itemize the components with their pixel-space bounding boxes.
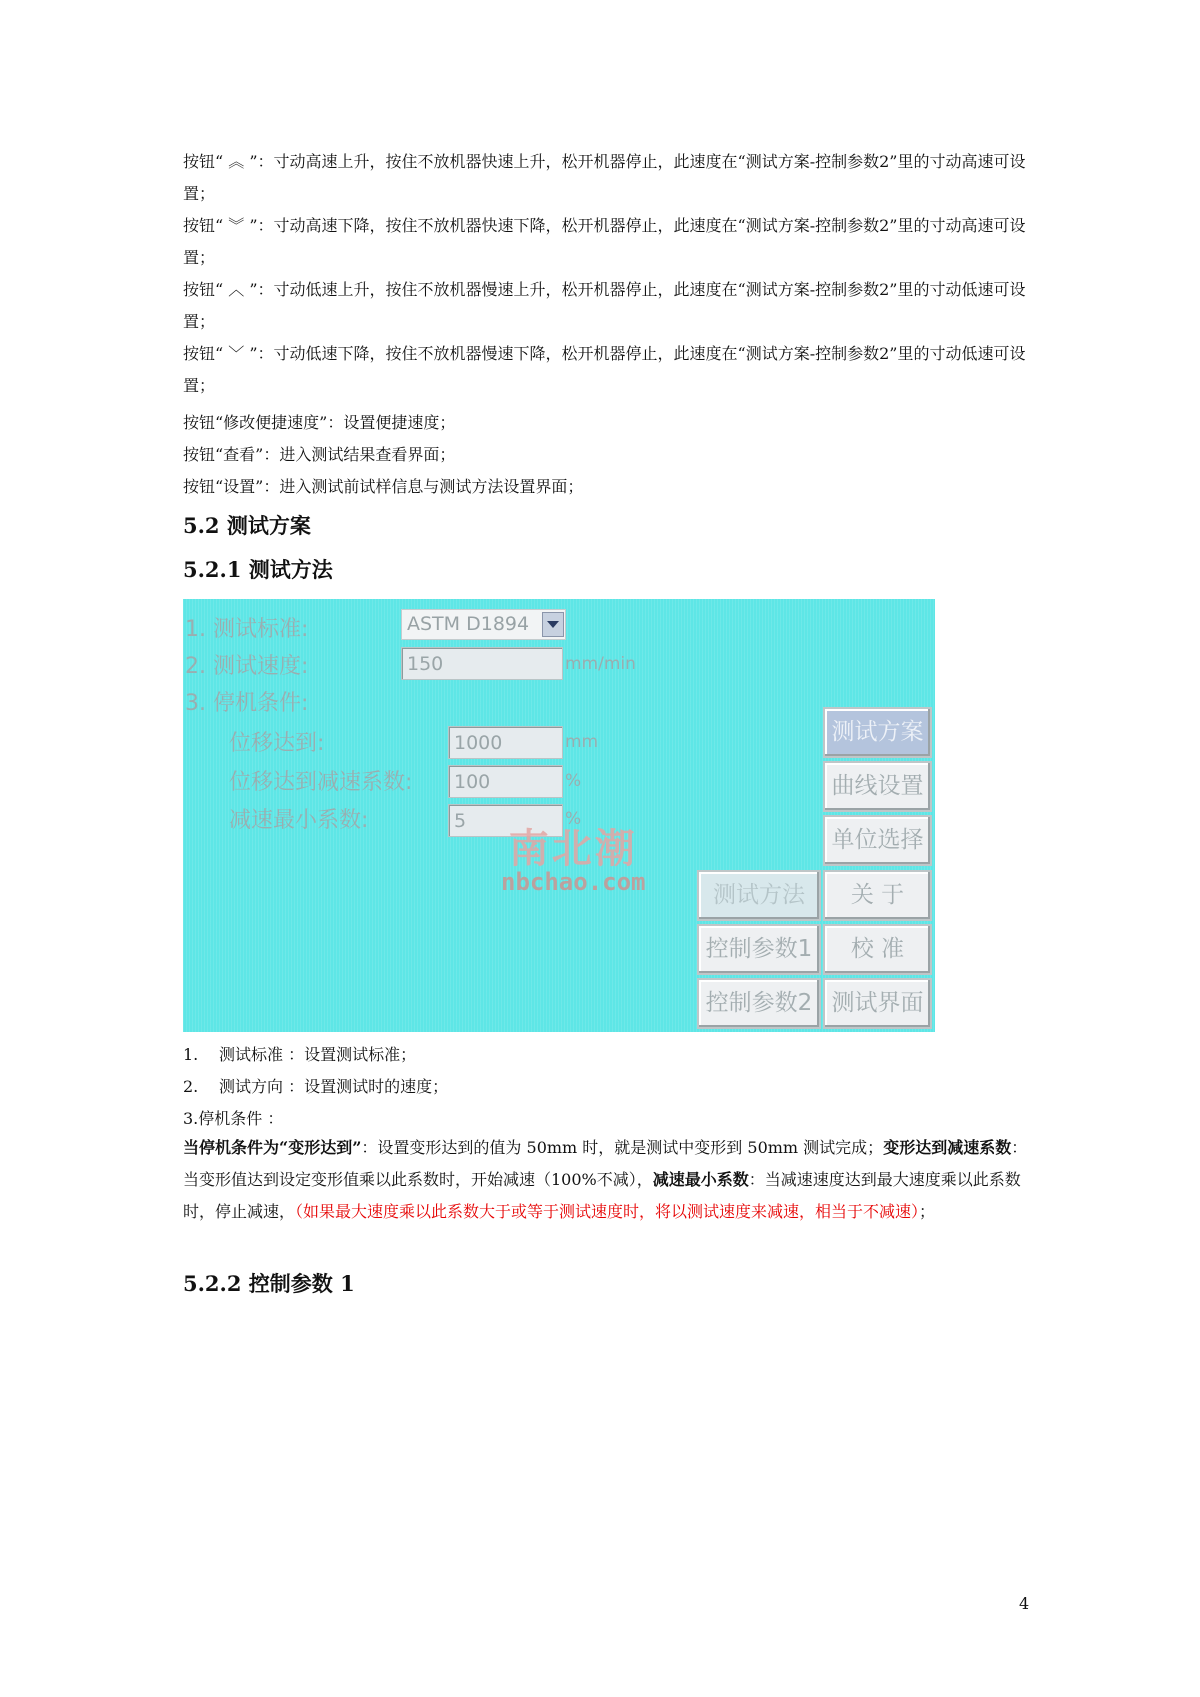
desc-slow-down: 按钮“ ﹀ ”：寸动低速下降，按住不放机器慢速下降，松开机器停止，此速度在“测试方案-控制参数2”里的寸动低速可设置； — [183, 344, 1026, 395]
test-speed-unit: mm/min — [565, 654, 636, 674]
min-decel-unit: % — [565, 809, 582, 829]
para-text-3: ：当减速速度达到最大速度乘以此系数时，停止减速， — [183, 1170, 1021, 1221]
desc-slow-up: 按钮“ ︿ ”：寸动低速上升，按住不放机器慢速上升，松开机器停止，此速度在“测试方案-控制参数2”里的寸动低速可设置； — [183, 280, 1026, 331]
btn-test-method[interactable]: 测试方法 — [697, 870, 821, 921]
para-bold-1: 当停机条件为“变形达到” — [183, 1138, 362, 1157]
label-test-standard: 1. 测试标准: — [185, 617, 309, 642]
label-test-speed: 2. 测试速度: — [185, 654, 309, 679]
label-min-decel: 减速最小系数: — [229, 808, 369, 833]
displacement-field[interactable]: 1000 — [448, 726, 563, 759]
list-item-1-text: 测试标准 ：设置测试标准； — [219, 1045, 417, 1064]
btn-about[interactable]: 关 于 — [823, 870, 932, 921]
para-text-1: ：设置变形达到的值为 50mm 时，就是测试中变形到 50mm 测试完成； — [361, 1138, 884, 1157]
decel-factor-field[interactable]: 100 — [448, 765, 563, 798]
para-bold-2: 变形达到减速系数 — [883, 1138, 1012, 1157]
desc-fast-down: 按钮“ ︾ ”：寸动高速下降，按住不放机器快速下降，松开机器停止，此速度在“测试方案-控制参数2”里的寸动高速可设置； — [183, 216, 1026, 267]
list-item-1 — [183, 1042, 416, 1065]
heading-5-2-2: 5.2.2 控制参数 1 — [183, 1271, 355, 1296]
device-screen — [183, 599, 935, 1032]
para-red-note: （如果最大速度乘以此系数大于或等于测试速度时，将以测试速度来减速，相当于不减速） — [295, 1202, 920, 1221]
displacement-unit: mm — [565, 732, 599, 752]
page-number: 4 — [1019, 1594, 1030, 1613]
desc-view: 按钮“查看”：进入测试结果查看界面； — [183, 445, 456, 464]
test-standard-dropdown[interactable] — [401, 609, 566, 640]
list-item-2-num: 2. — [183, 1077, 199, 1096]
desc-fast-up: 按钮“ ︽ ”：寸动高速上升，按住不放机器快速上升，松开机器停止，此速度在“测试方案-控制参数2”里的寸动高速可设置； — [183, 152, 1026, 203]
chevron-down-icon[interactable] — [542, 612, 564, 637]
list-item-2 — [183, 1074, 448, 1097]
btn-test-interface[interactable]: 测试界面 — [823, 978, 932, 1029]
heading-5-2-1: 5.2.1 测试方法 — [183, 557, 333, 582]
watermark-cn: 南北潮 — [508, 826, 638, 872]
min-decel-field[interactable]: 5 — [448, 804, 563, 837]
btn-control-params-2[interactable]: 控制参数2 — [697, 978, 821, 1029]
para-text-2: ：当变形值达到设定变形值乘以此系数时，开始减速（100%不减）， — [183, 1138, 1028, 1189]
stop-condition-paragraph — [183, 1132, 1033, 1228]
list-item-2-text: 测试方向 ：设置测试时的速度； — [219, 1077, 449, 1096]
para-bold-3: 减速最小系数 — [652, 1170, 749, 1189]
list-item-3: 3.停机条件 ： — [183, 1109, 284, 1128]
desc-settings: 按钮“设置”：进入测试前试样信息与测试方法设置界面； — [183, 477, 584, 496]
test-speed-field[interactable]: 150 — [401, 647, 563, 680]
label-decel-factor: 位移达到减速系数: — [229, 770, 413, 795]
heading-5-2: 5.2 测试方案 — [183, 513, 311, 538]
btn-unit-select[interactable]: 单位选择 — [823, 815, 932, 866]
btn-control-params-1[interactable]: 控制参数1 — [697, 924, 821, 975]
label-stop-condition: 3. 停机条件: — [185, 691, 309, 716]
btn-test-plan[interactable]: 测试方案 — [823, 707, 932, 758]
decel-factor-unit: % — [565, 771, 582, 791]
test-standard-value: ASTM D1894 — [407, 613, 530, 635]
para-text-4: ； — [919, 1202, 936, 1221]
label-displacement: 位移达到: — [229, 731, 325, 756]
watermark-en: nbchao.com — [501, 868, 646, 896]
watermark — [501, 817, 646, 896]
desc-modify-speed: 按钮“修改便捷速度”：设置便捷速度； — [183, 413, 456, 432]
list-item-1-num: 1. — [183, 1045, 199, 1064]
btn-calibrate[interactable]: 校 准 — [823, 924, 932, 975]
btn-curve-settings[interactable]: 曲线设置 — [823, 761, 932, 812]
